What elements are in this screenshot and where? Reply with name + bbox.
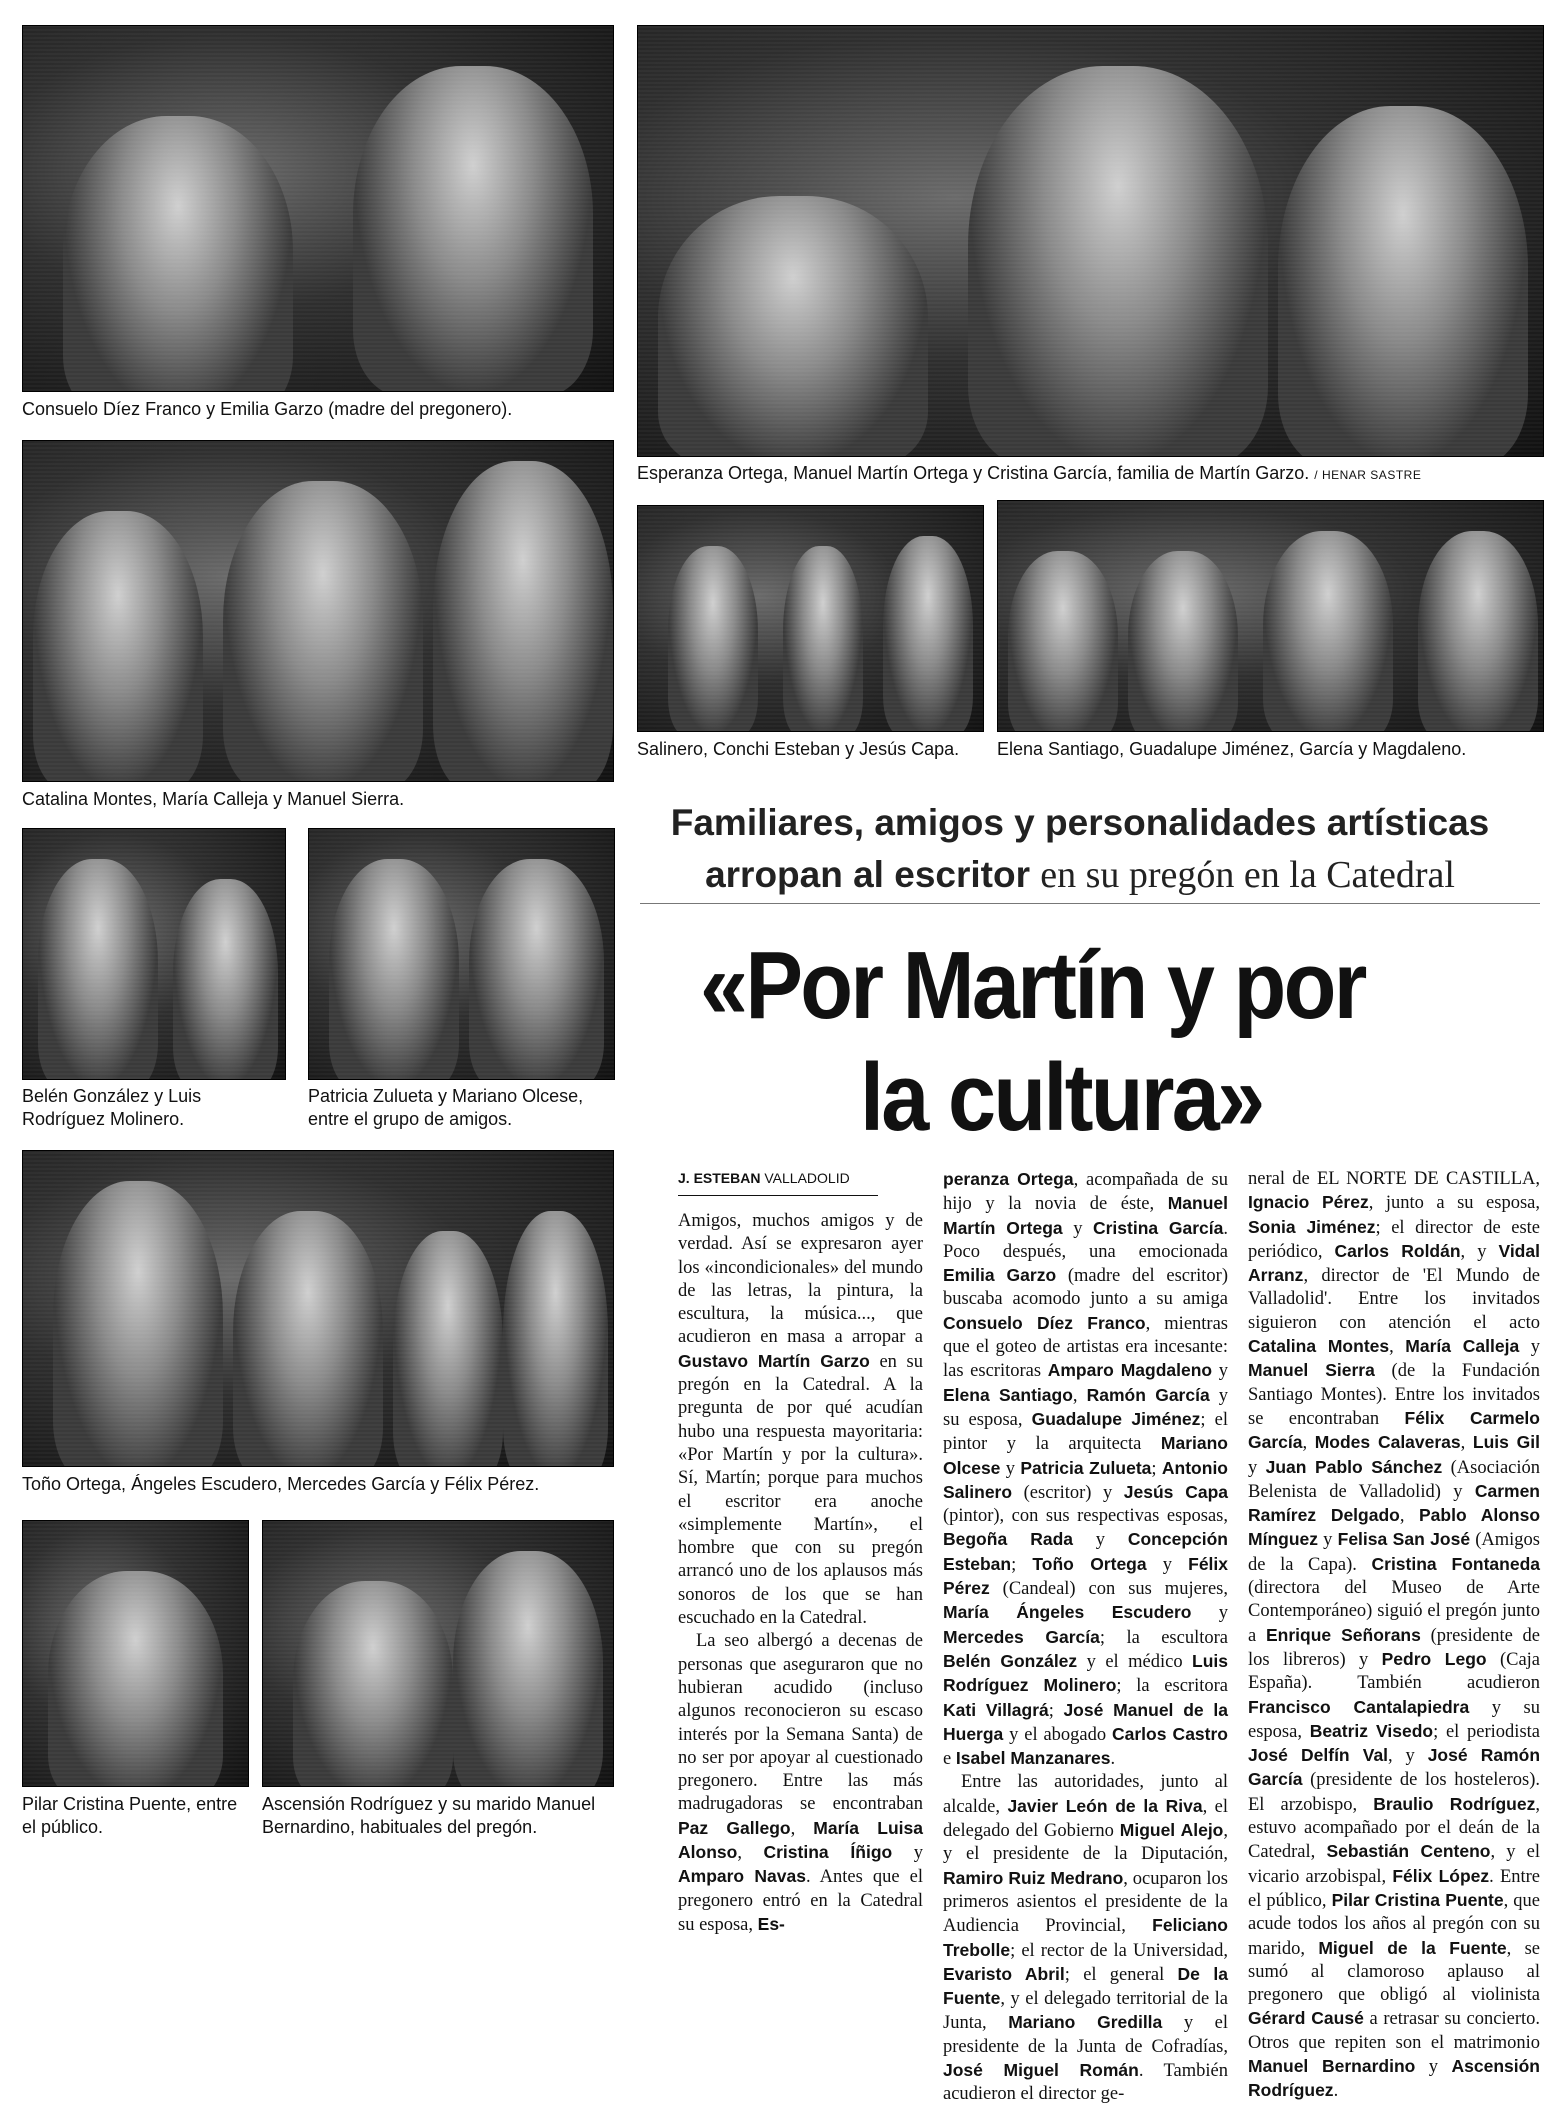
caption-photo-4: Salinero, Conchi Esteban y Jesús Capa. — [637, 739, 960, 759]
caption-photo-5: Elena Santiago, Guadalupe Jiménez, García y Magdaleno. — [997, 739, 1467, 759]
photo-ortega-escudero-garcia-perez — [22, 1150, 614, 1467]
byline-author: J. ESTEBAN — [678, 1170, 761, 1186]
headline-line-1: «Por Martín y por — [700, 932, 1365, 1039]
photo-pilar-cristina-puente — [22, 1520, 249, 1787]
caption-photo-1: Consuelo Díez Franco y Emilia Garzo (madre del pregonero). — [22, 399, 513, 419]
photo-credit: / HENAR SASTRE — [1314, 468, 1422, 482]
caption-photo-3: Catalina Montes, María Calleja y Manuel Sierra. — [22, 789, 405, 809]
byline-place: VALLADOLID — [764, 1170, 850, 1186]
byline-rule — [678, 1195, 878, 1196]
caption-photo-6: Belén González y Luis Rodríguez Molinero. — [22, 1086, 202, 1129]
kicker-light: en su pregón en la Catedral — [1040, 854, 1455, 896]
caption-photo-8: Toño Ortega, Ángeles Escudero, Mercedes García y Félix Pérez. — [22, 1474, 540, 1494]
kicker-line-1: Familiares, amigos y personalidades artísticas — [670, 802, 1490, 843]
photo-zulueta-olcese — [308, 828, 615, 1080]
photo-salinero-esteban-capa — [637, 505, 984, 732]
caption-photo-2 — [637, 462, 1542, 487]
photo-santiago-jimenez-garcia-magdaleno — [997, 500, 1544, 732]
photo-gonzalez-rodriguez-molinero — [22, 828, 286, 1080]
byline — [678, 1170, 878, 1186]
kicker-rule — [640, 903, 1540, 904]
photo-diez-franco-garzo — [22, 25, 614, 392]
article-column-3: neral de EL NORTE DE CASTILLA, Ignacio Pérez, junto a su esposa, Sonia Jiménez; el director de este periódico, Carlos Roldán, y Vidal Arranz, director de 'El Mundo de Valladolid'. Entre los invitados siguieron con atención el acto Catalina Montes, María Calleja y Manuel Sierra (de la Fundación Santiago Montes). Entre los invitados se encontraban Félix Carmelo García, Modes Calaveras, Luis Gil y Juan Pablo Sánchez (Asociación Belenista de Valladolid) y Carmen Ramírez Delgado, Pablo Alonso Mínguez y Felisa San José (Amigos de la Capa). Cristina Fontaneda (directora del Museo de Arte Contemporáneo) siguió el pregón junto a Enrique Señorans (presidente de los libreros) y Pedro Lego (Caja España). También acudieron Francisco Cantalapiedra y su esposa, Beatriz Visedo; el periodista José Delfín Val, y José Ramón García (presidente de los hosteleros). El arzobispo, Braulio Rodríguez, estuvo acompañado por el deán de la Catedral, Sebastián Centeno, y el vicario arzobispal, Félix López. Entre el público, Pilar Cristina Puente, que acude todos los años al pregón con su marido, Miguel de la Fuente, se sumó al clamoroso aplauso al pregonero que obligó al violinista Gérard Causé a retrasar su concierto. Otros que repiten son el matrimonio Manuel Bernardino y Ascensión Rodríguez. — [1248, 1169, 1541, 2102]
article-column-2: peranza Ortega, acompañada de su hijo y la novia de éste, Manuel Martín Ortega y Cristina García. Poco después, una emocionada Emilia Garzo (madre del escritor) buscaba acomodo junto a su amiga Consuelo Díez Franco, mientras que el goteo de artistas era incesante: las escritoras Amparo Magdaleno y Elena Santiago, Ramón García y su esposa, Guadalupe Jiménez; el pintor y la arquitecta Mariano Olcese y Patricia Zulueta; Antonio Salinero (escritor) y Jesús Capa (pintor), con sus respectivas esposas, Begoña Rada y Concepción Esteban; Toño Ortega y Félix Pérez (Candeal) con sus mujeres, María Ángeles Escudero y Mercedes García; la escultora Belén González y el médico Luis Rodríguez Molinero; la escritora Kati Villagrá; José Manuel de la Huerga y el abogado Carlos Castro e Isabel Manzanares. Entre las autoridades, junto al alcalde, Javier León de la Riva, el delegado del Gobierno Miguel Alejo, y el presidente de la Diputación, Ramiro Ruiz Medrano, ocuparon los primeros asientos el presidente de la Audiencia Provincial, Feliciano Trebolle; el rector de la Universidad, Evaristo Abril; el general De la Fuente, y el delegado territorial de la Junta, Mariano Gredilla y el presidente de la Junta de Cofradías, José Miguel Román. También acudieron el director ge- — [943, 1169, 1229, 2105]
caption-photo-2-text: Esperanza Ortega, Manuel Martín Ortega y Cristina García, familia de Martín Garzo. — [637, 463, 1310, 483]
photo-familia-martin-garzo — [637, 25, 1544, 457]
kicker-bold: arropan al escritor — [705, 854, 1030, 895]
caption-photo-10: Ascensión Rodríguez y su marido Manuel Bernardino, habituales del pregón. — [262, 1794, 596, 1837]
photo-montes-calleja-sierra — [22, 440, 614, 782]
caption-photo-7: Patricia Zulueta y Mariano Olcese, entre el grupo de amigos. — [308, 1086, 584, 1129]
headline-line-2: la cultura» — [860, 1044, 1263, 1151]
photo-rodriguez-bernardino — [262, 1520, 614, 1787]
kicker-line-2 — [640, 852, 1520, 898]
caption-photo-9: Pilar Cristina Puente, entre el público. — [22, 1794, 238, 1837]
article-column-1: Amigos, muchos amigos y de verdad. Así se expresaron ayer los «incondicionales» del mundo de las letras, la pintura, la escultura, la música..., que acudieron en masa a arropar a Gustavo Martín Garzo en su pregón en la Catedral. A la pregunta de por qué acudían hubo una respuesta mayoritaria: «Por Martín y por la cultura». Sí, Martín; porque para muchos el escritor era anoche «simplemente Martín», el hombre que con su pregón arrancó uno de los aplausos más sonoros de los que se han escuchado en la Catedral. La seo albergó a decenas de personas que aseguraron que no hubieran acudido (incluso algunos reconocieron su escaso interés por la Semana Santa) de no ser por apoyar al cuestionado pregonero. Entre las más madrugadoras se encontraban Paz Gallego, María Luisa Alonso, Cristina Íñigo y Amparo Navas. Antes que el pregonero entró en la Catedral su esposa, Es- — [678, 1211, 924, 1935]
